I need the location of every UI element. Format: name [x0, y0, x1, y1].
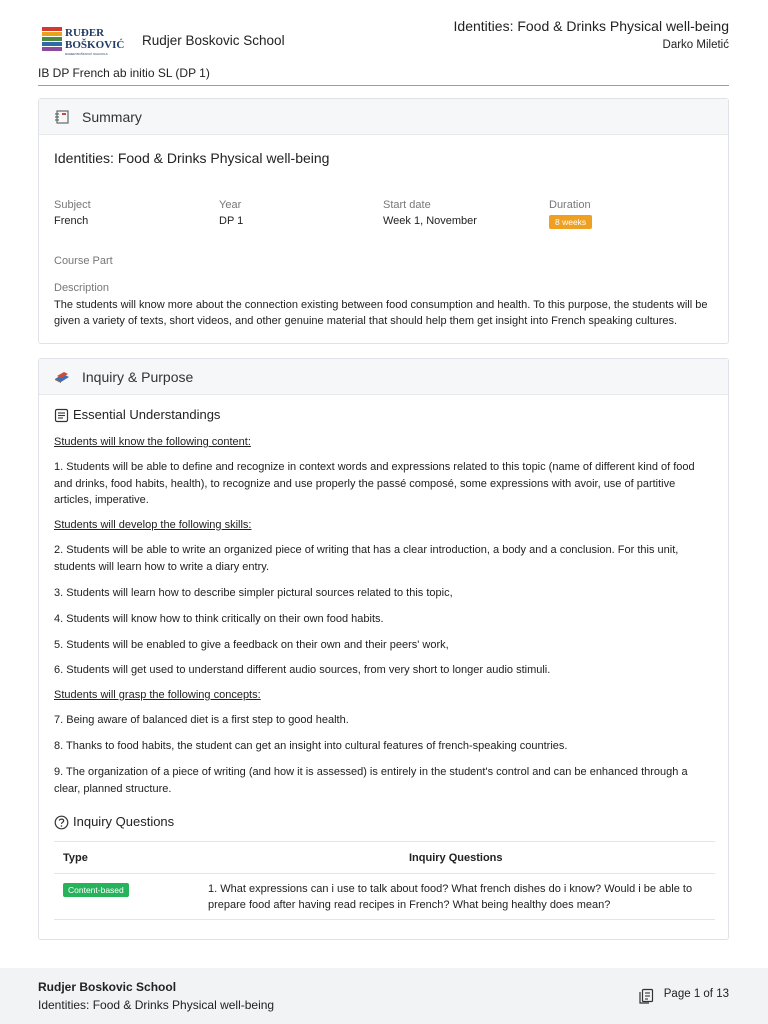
header-right [454, 17, 729, 54]
footer-unit-title: Identities: Food & Drinks Physical well-being [38, 998, 275, 1012]
understanding-8: 8. Thanks to food habits, the student can get an insight into cultural features of french-speaking countries. [54, 740, 568, 752]
duration-badge: 8 weeks [549, 215, 592, 229]
header-divider [38, 85, 729, 86]
page-header [0, 0, 768, 90]
inquiry-question-text: 1. What expressions can i use to talk about food? What french dishes do i know? Would i be able to prepare food after having read recipes in French? What being healthy does mean? [208, 883, 693, 911]
summary-topic: Identities: Food & Drinks Physical well-being [54, 150, 330, 166]
page-indicator: Page 1 of 13 [663, 988, 729, 1000]
know-heading: Students will know the following content: [54, 436, 251, 448]
understanding-1: 1. Students will be able to define and recognize in context words and expressions related to this topic (name of different kind of food and drinks, food habits, health), to recognize and use properly the passé composé, some expressions with avoir, use of partitive articles, imperative. [54, 461, 695, 506]
footer-school-name: Rudjer Boskovic School [38, 980, 177, 994]
description-label: Description [54, 282, 110, 294]
inquiry-questions-table [54, 841, 715, 920]
school-logo [40, 24, 136, 58]
page-footer [0, 968, 768, 1024]
author-name: Darko Miletić [662, 39, 729, 51]
understanding-2: 2. Students will be able to write an organized piece of writing that has a clear introduction, a body and a conclusion. For this unit, students will learn how to write a diary entry. [54, 544, 679, 573]
notebook-icon [54, 110, 70, 124]
understanding-4: 4. Students will know how to think critically on their own food habits. [54, 613, 384, 625]
pages-icon [638, 988, 654, 1004]
concepts-heading: Students will grasp the following concepts: [54, 689, 261, 701]
logo-text-small: RUĐER BOŠKOVIĆ SCHOOLS [65, 52, 108, 56]
understanding-5: 5. Students will be enabled to give a feedback on their own and their peers' work, [54, 639, 449, 651]
table-row [54, 874, 715, 920]
inquiry-card [38, 358, 729, 940]
unit-title: Identities: Food & Drinks Physical well-being [453, 18, 729, 34]
document-icon [54, 408, 69, 423]
year-label: Year [219, 199, 242, 211]
logo-text-top: RUĐER [65, 27, 105, 39]
question-icon [54, 815, 69, 830]
inquiry-heading: Inquiry & Purpose [82, 369, 194, 385]
logo-text-bottom: BOŠKOVIĆ [65, 39, 125, 51]
summary-heading: Summary [82, 109, 142, 125]
column-header-questions: Inquiry Questions [409, 852, 503, 864]
course-part-label: Course Part [54, 255, 113, 267]
understanding-3: 3. Students will learn how to describe simpler pictural sources related to this topic, [54, 587, 453, 599]
school-name: Rudjer Boskovic School [142, 33, 285, 48]
year-value: DP 1 [219, 215, 244, 227]
column-header-type: Type [63, 852, 88, 864]
understanding-7: 7. Being aware of balanced diet is a first step to good health. [54, 714, 349, 726]
inquiry-questions-title: Inquiry Questions [73, 814, 175, 829]
start-date-value: Week 1, November [383, 215, 477, 227]
course-name: IB DP French ab initio SL (DP 1) [38, 66, 210, 80]
type-badge: Content-based [63, 883, 129, 897]
description-text: The students will know more about the connection existing between food consumption and health. To this purpose, the students will be given a variety of texts, short videos, and other genuine material that should help them get insight into French speaking cultures. [54, 299, 708, 327]
subject-value: French [54, 215, 89, 227]
table-header-row [54, 842, 715, 874]
books-icon [54, 370, 70, 384]
summary-card [38, 98, 729, 344]
skills-heading: Students will develop the following skills: [54, 519, 252, 531]
duration-label: Duration [549, 199, 591, 211]
understanding-9: 9. The organization of a piece of writing (and how it is assessed) is entirely in the student's control and can be enhanced through a clear, planned structure. [54, 766, 688, 795]
essential-understandings-heading [54, 407, 220, 423]
inquiry-card-header [39, 359, 728, 395]
start-date-label: Start date [383, 199, 431, 211]
essential-understandings-title: Essential Understandings [73, 407, 221, 422]
summary-card-header [39, 99, 728, 135]
inquiry-questions-heading [54, 814, 174, 830]
subject-label: Subject [54, 199, 91, 211]
understanding-6: 6. Students will get used to understand different audio sources, from very short to longer audio stimuli. [54, 664, 551, 676]
